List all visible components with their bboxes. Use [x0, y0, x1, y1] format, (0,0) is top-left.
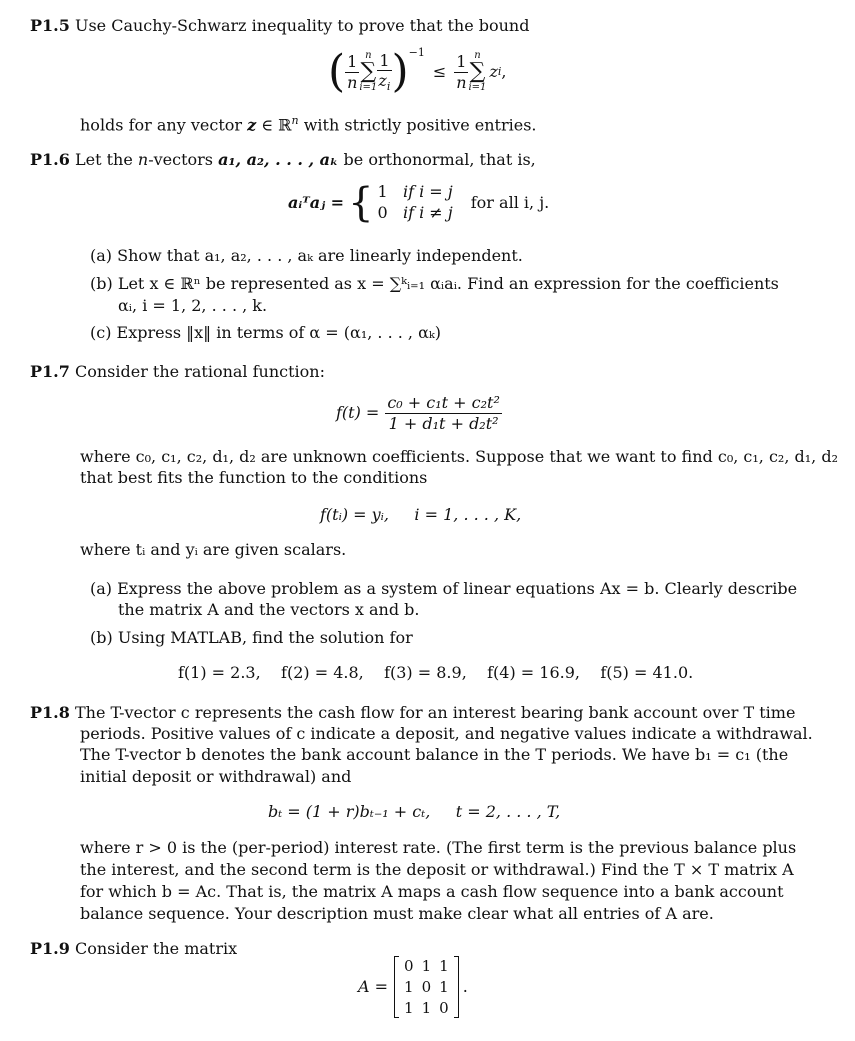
problem-1-6-heading: P1.6 Let the n-vectors a₁, a₂, . . . , aₖ be orthonormal, that is, — [30, 150, 536, 169]
problem-1-8-line-5: where r > 0 is the (per-period) interest rate. (The first term is the previous balance plus — [80, 838, 797, 857]
rational-function-equation: f(t) = $\frac{\text{c₀ + c₁t + c₂t²}}{\text{1 + d₁t + d₂t²}}$ — [336, 393, 500, 433]
matrix-cell: 1 — [439, 977, 449, 996]
matrix-a — [394, 956, 459, 1018]
problem-number: P1.8 — [30, 703, 70, 722]
problem-1-5-heading — [30, 16, 529, 36]
problem-1-8-line-7: for which b = Ac. That is, the matrix A maps a cash flow sequence into a bank account — [80, 882, 784, 901]
problem-1-8-heading: P1.8 The T-vector c represents the cash flow for an interest bearing bank account over T time — [30, 703, 796, 722]
problem-1-7-conditions: f(tᵢ) = yᵢ, i = 1, . . . , K, — [320, 505, 522, 524]
matrix-cell: 1 — [421, 998, 432, 1017]
problem-1-7-values: f(1) = 2.3, f(2) = 4.8, f(3) = 8.9, f(4) = 16.9, f(5) = 41.0. — [178, 663, 694, 682]
problem-1-6-part-b: (b) Let x ∈ ℝⁿ be represented as x = ∑ᵏᵢ₌₁ αᵢaᵢ. Find an expression for the coefficients — [90, 274, 779, 293]
matrix-cell: 1 — [404, 998, 414, 1017]
problem-1-7-where-1: where c₀, c₁, c₂, d₁, d₂ are unknown coefficients. Suppose that we want to find c₀, c₁, c₂, d₁, d₂ — [80, 447, 838, 466]
matrix-cell: 0 — [439, 998, 449, 1017]
matrix-cell: 0 — [404, 957, 414, 975]
matrix-equation: A = 0 1 1 1 0 1 1 1 0 . — [358, 957, 468, 1017]
matrix-cell: 1 — [439, 957, 449, 975]
problem-1-9-heading: P1.9 Consider the matrix — [30, 939, 238, 958]
cases: 1 if i = j 0 if i ≠ j — [377, 182, 453, 222]
fraction-one-over-zi: $\frac{1}{z_i}$ — [378, 50, 391, 94]
problem-1-7-where-3: where tᵢ and yᵢ are given scalars. — [80, 540, 347, 559]
matrix-cell: 0 — [421, 977, 432, 996]
sum-operator-right: n ∑ i=1 — [468, 50, 487, 93]
problem-1-8-line-8: balance sequence. Your description must make clear what all entries of A are. — [80, 904, 714, 923]
fraction-one-over-n: $\frac{1}{n}$ — [347, 52, 358, 92]
problem-number: P1.7 — [30, 362, 70, 381]
problem-1-6-part-b-cont: αᵢ, i = 1, 2, . . . , k. — [118, 296, 268, 315]
problem-1-6-part-c: (c) Express ‖x‖ in terms of α = (α₁, . . . , αₖ) — [90, 323, 441, 342]
rational-fraction: $\frac{\text{c₀ + c₁t + c₂t²}}{\text{1 + d₁t + d₂t²}}$ — [387, 393, 500, 433]
matrix-row — [400, 977, 453, 998]
cauchy-schwarz-inequality: ( $\frac{1}{n}$ n ∑ i=1 $\frac{1}{z_i}$ ) $^{-1}$ ≤ $\frac{1}{n}$ n ∑ i=1 z i , — [328, 46, 507, 97]
problem-1-7-where-2: that best fits the function to the conditions — [80, 468, 428, 487]
problem-1-5-conclusion: holds for any vector z ∈ ℝ$^n$ with strictly positive entries. — [80, 114, 537, 135]
problem-1-7-heading: P1.7 Consider the rational function: — [30, 362, 325, 381]
problem-1-8-line-6: the interest, and the second term is the deposit or withdrawal.) Find the T × T matrix A — [80, 860, 794, 879]
problem-1-7-part-a-cont: the matrix A and the vectors x and b. — [118, 600, 420, 619]
sum-operator: n ∑ i=1 — [359, 50, 378, 93]
problem-number: P1.6 — [30, 150, 70, 169]
matrix-row — [400, 956, 453, 977]
problem-number: P1.9 — [30, 939, 70, 958]
matrix-row — [400, 998, 453, 1019]
problem-1-8-line-3: The T-vector b denotes the bank account balance in the T periods. We have b₁ = c₁ (the — [80, 745, 789, 764]
matrix-cell: 1 — [404, 977, 414, 996]
problem-number: P1.5 — [30, 16, 70, 35]
problem-1-6-part-a: (a) Show that a₁, a₂, . . . , aₖ are linearly independent. — [90, 246, 523, 265]
orthonormal-definition: aᵢᵀaⱼ = { 1 if i = j 0 if i ≠ j for all i, j. — [288, 180, 550, 226]
fraction-one-over-n-right: $\frac{1}{n}$ — [456, 52, 467, 92]
problem-1-7-part-b: (b) Using MATLAB, find the solution for — [90, 628, 413, 647]
problem-1-8-line-4: initial deposit or withdrawal) and — [80, 767, 352, 786]
balance-recurrence-equation: bₜ = (1 + r)bₜ₋₁ + cₜ, t = 2, . . . , T, — [268, 802, 561, 821]
problem-text: Use Cauchy-Schwarz inequality to prove that the bound — [74, 16, 530, 35]
problem-1-8-line-2: periods. Positive values of c indicate a deposit, and negative values indicate a withdrawal. — [80, 724, 813, 743]
problem-1-7-part-a: (a) Express the above problem as a system of linear equations Ax = b. Clearly describe — [90, 579, 798, 598]
matrix-cell: 1 — [421, 957, 432, 975]
